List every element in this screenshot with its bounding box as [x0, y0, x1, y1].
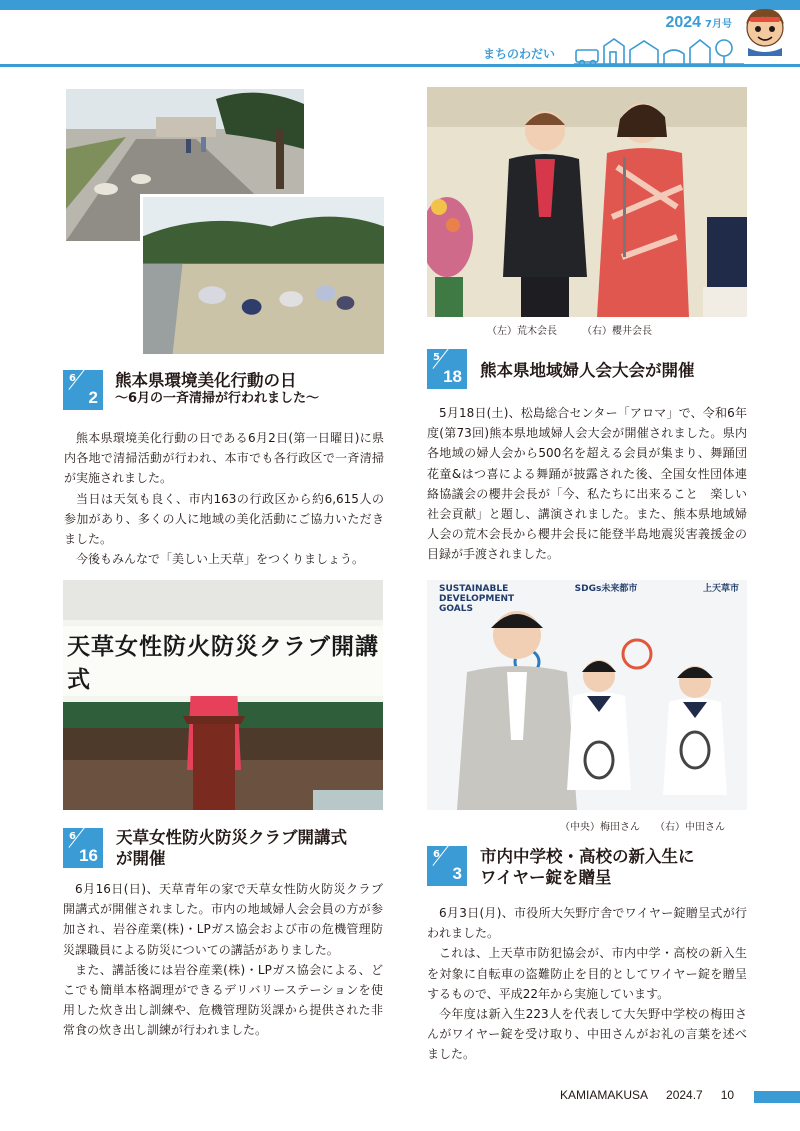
mascot-illustration: [736, 4, 794, 56]
date-badge-article1: 6 2: [63, 370, 103, 410]
footer-accent-bar: [754, 1091, 800, 1103]
banner-text: 天草女性防火防災クラブ開講式: [63, 626, 383, 696]
footer-issue: 2024.7: [666, 1088, 703, 1102]
date-badge-article3: 6 16: [63, 828, 103, 868]
article1-body: [64, 428, 384, 569]
paragraph: 当日は天気も良く、市内163の行政区から約6,615人の参加があり、多くの人に地域の美化活動にご協力いただきました。: [64, 491, 384, 547]
backdrop-sdgs-city-label: SDGs未来都市: [574, 584, 638, 594]
date-badge-article2: 5 18: [427, 349, 467, 389]
section-title: まちのわだい: [483, 47, 556, 61]
paragraph: 6月3日(月)、市役所大矢野庁舎でワイヤー錠贈呈式が行われました。: [427, 906, 747, 941]
fire-prevention-club-photo: [63, 580, 383, 810]
paragraph: 6月16日(日)、天草青年の家で天草女性防火防災クラブ開講式が開催されました。市内の地域婦人会会員の方が参加され、岩谷産業(株)・LPガス協会および市の危機管理防災課職員による防災についての講話がありました。: [63, 882, 383, 957]
article2-body: [427, 403, 747, 565]
date-badge-article4: 6 3: [427, 846, 467, 886]
issue-month: 7月号: [705, 19, 732, 30]
paragraph: 5月18日(土)、松島総合センター「アロマ」で、令和6年度(第73回)熊本県地域婦人会大会が開催されました。県内各地域の婦人会から500名を超える会員が集まり、舞踊団花童&はつ喜による舞踊が披露された後、全国女性団体連絡協議会の櫻井会長が「今、私たちに出来ること 楽しい社会貢献」と題し、講演されました。また、熊本県地域婦人会の荒木会長から櫻井会長に能登半島地震災害義援金の目録が手渡されました。: [427, 406, 747, 562]
article4-body: [427, 903, 747, 1065]
article4-title-line2: ワイヤー錠を贈呈: [480, 868, 612, 887]
article2-caption: （左）荒木会長 （右）櫻井会長: [487, 326, 652, 337]
paragraph: また、講話後には岩谷産業(株)・LPガス協会による、どこでも簡単本格調理ができるデリバリーステーションを使用した炊き出し訓練や、危機管理防災課から提供された非常食の炊き出し訓練が行われました。: [63, 962, 383, 1038]
article1-title: 熊本県環境美化行動の日: [115, 371, 297, 390]
top-accent-bar: [0, 0, 800, 10]
page-footer: [560, 1088, 734, 1102]
footer-page-number: 10: [720, 1088, 735, 1102]
backdrop-sdgs-label: SUSTAINABLE DEVELOPMENT GOALS: [439, 584, 515, 614]
article3-title: [116, 827, 347, 869]
paragraph: 熊本県環境美化行動の日である6月2日(第一日曜日)に県内各地で清掃活動が行われ、本市でも各行政区で一斉清掃が実施されました。: [64, 431, 384, 486]
article1-subtitle: ～6月の一斉清掃が行われました～: [115, 391, 320, 406]
paragraph: 今年度は新入生223人を代表して大矢野中学校の梅田さんがワイヤー錠を受け取り、中田さんがお礼の言葉を述べました。: [427, 1007, 747, 1062]
houses-decoration-icon: [574, 36, 744, 66]
wire-lock-ceremony-photo: [427, 580, 747, 810]
issue-label: [665, 14, 732, 32]
article3-title-line2: が開催: [116, 849, 166, 868]
cleanup-field-photo: [140, 194, 384, 354]
paragraph: これは、上天草市防犯協会が、市内中学・高校の新入生を対象に自転車の盗難防止を目的としてワイヤー錠を贈呈するもので、平成22年から実施しています。: [427, 946, 747, 1001]
article4-title: [480, 846, 695, 888]
backdrop-city-label: 上天草市: [702, 584, 739, 594]
article3-body: [63, 879, 383, 1041]
issue-year: 2024: [665, 14, 702, 31]
article4-title-line1: 市内中学校・高校の新入生に: [480, 847, 695, 866]
article2-title: 熊本県地域婦人会大会が開催: [480, 361, 695, 380]
paragraph: 今後もみんなで「美しい上天草」をつくりましょう。: [76, 552, 365, 567]
article1-heading: [115, 370, 319, 407]
footer-magazine-name: KAMIAMAKUSA: [560, 1088, 649, 1102]
article3-title-line1: 天草女性防火防災クラブ開講式: [116, 828, 347, 847]
womens-association-photo: [427, 87, 747, 317]
header-divider: [0, 64, 800, 67]
article4-caption: （中央）梅田さん （右）中田さん: [560, 822, 725, 833]
